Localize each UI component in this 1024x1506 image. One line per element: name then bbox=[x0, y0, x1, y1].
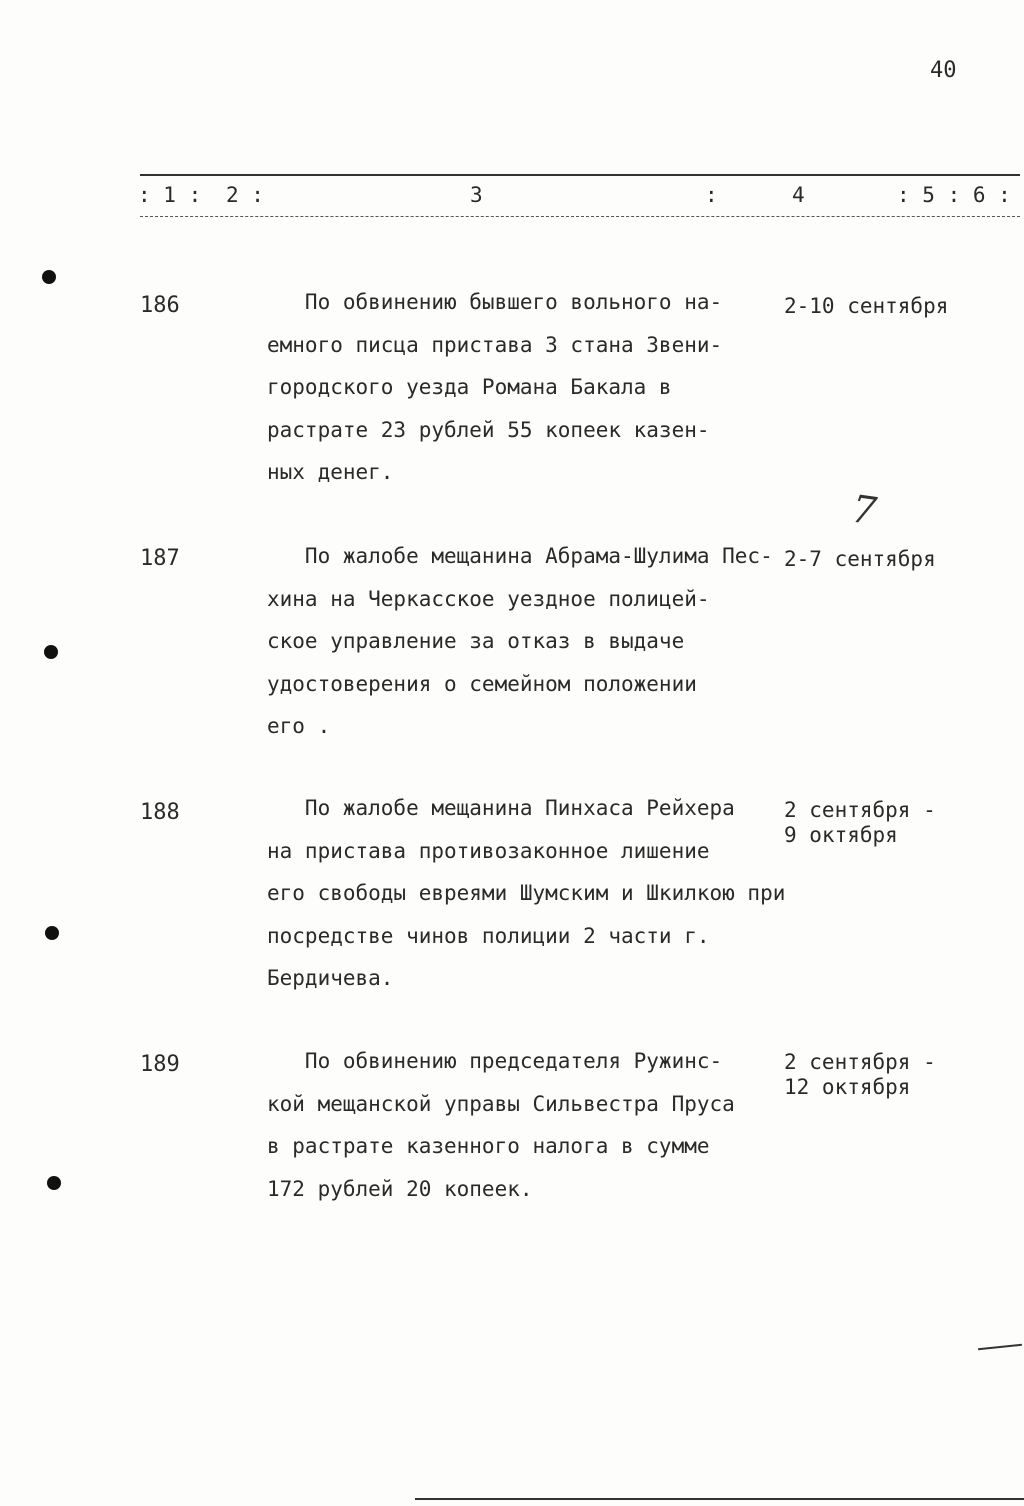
header-col-3: 3 bbox=[470, 183, 483, 207]
entry-text: По жалобе мещанина Абрама-Шулима Пес- хина на Черкасское уездное полицей- ское управление за отказ в выдаче удостоверения о семейном положении его . bbox=[267, 544, 773, 738]
entry-text: По обвинению председателя Ружинс- кой мещанской управы Сильвестра Пруса в растрате казенного налога в сумме 172 рублей 20 копеек. bbox=[267, 1049, 735, 1201]
entry-text: По обвинению бывшего вольного на- емного писца пристава 3 стана Звени- городского уезда Романа Бакала в растрате 23 рублей 55 копеек казен- ных денег. bbox=[267, 290, 723, 484]
entry-number: 189 bbox=[140, 1052, 180, 1077]
punch-hole bbox=[45, 926, 59, 940]
header-col-4: 4 bbox=[792, 183, 805, 207]
header-col-3-separator: : bbox=[705, 183, 718, 207]
punch-hole bbox=[44, 645, 58, 659]
pencil-stroke bbox=[978, 1344, 1022, 1351]
entry-number: 187 bbox=[140, 546, 180, 571]
page-bottom-rule bbox=[415, 1498, 1024, 1500]
header-col-1: : 1 : bbox=[138, 183, 202, 207]
entry-text: По жалобе мещанина Пинхаса Рейхера на пристава противозаконное лишение его свободы евреями Шумским и Шкилкою при посредстве чинов полиции 2 части г. Бердичева. bbox=[267, 796, 786, 990]
page-number: 40 bbox=[930, 58, 957, 83]
entry-number: 188 bbox=[140, 800, 180, 825]
punch-hole bbox=[42, 270, 56, 284]
entry-dates: 2 сентября - 9 октября bbox=[784, 798, 936, 847]
entry-dates: 2 сентября - 12 октября bbox=[784, 1050, 936, 1099]
entry-number: 186 bbox=[140, 293, 180, 318]
header-col-2: 2 : bbox=[226, 183, 264, 207]
punch-hole bbox=[47, 1176, 61, 1190]
entry-dates: 2-7 сентября bbox=[784, 547, 936, 571]
handwritten-margin-mark: 7 bbox=[849, 486, 880, 534]
table-header-bottom-rule bbox=[140, 216, 1020, 217]
header-col-5-6: : 5 : 6 : bbox=[897, 183, 1011, 207]
entry-dates: 2-10 сентября bbox=[784, 294, 949, 318]
table-header-top-rule bbox=[140, 174, 1020, 176]
